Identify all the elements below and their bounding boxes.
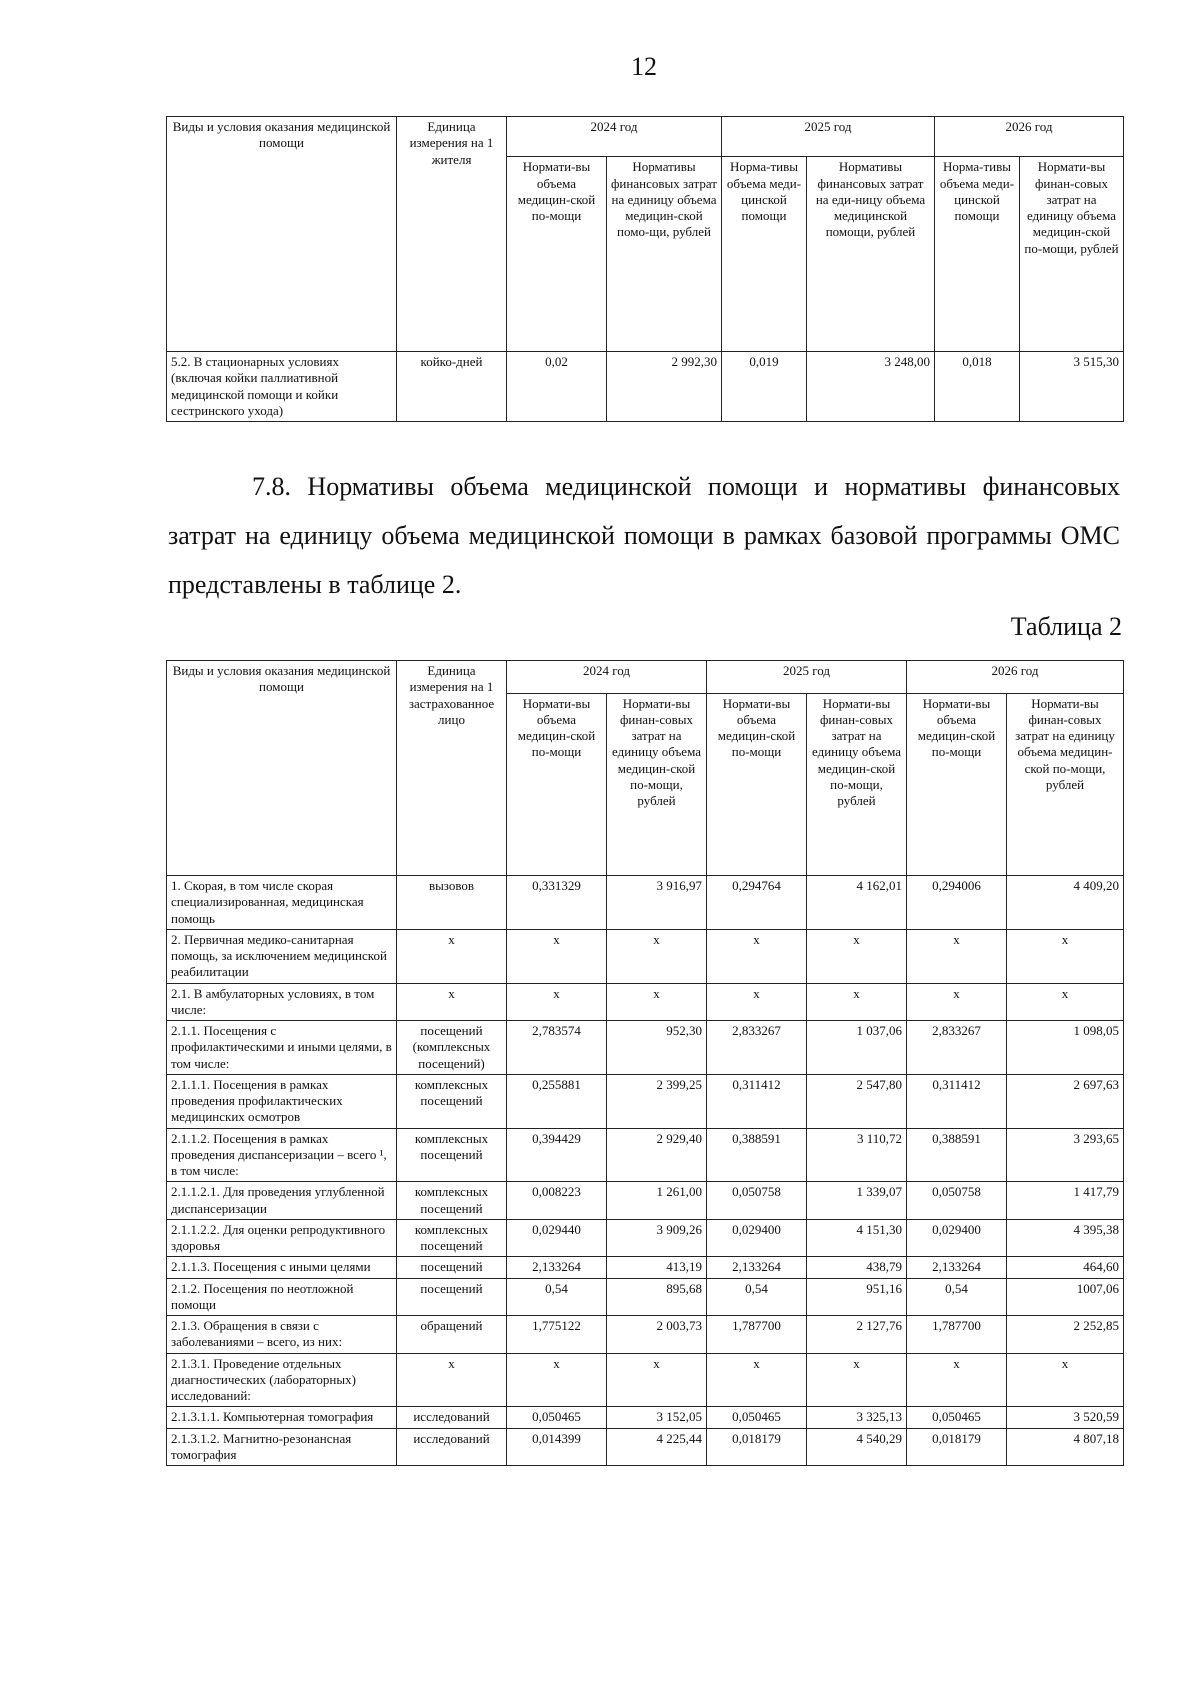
row-unit: койко-дней — [397, 352, 507, 422]
row-label: 5.2. В стационарных условиях (включая койки паллиативной медицинской помощи и койки сестринского ухода) — [167, 352, 397, 422]
row-label: 2.1.3.1. Проведение отдельных диагностических (лабораторных) исследований: — [167, 1353, 397, 1407]
row-value: x — [1007, 929, 1124, 983]
row-value: 0,029400 — [707, 1219, 807, 1257]
row-value: 4 409,20 — [1007, 876, 1124, 930]
row-label: 1. Скорая, в том числе скорая специализированная, медицинская помощь — [167, 876, 397, 930]
row-value: 1 417,79 — [1007, 1182, 1124, 1220]
row-value: 1 037,06 — [807, 1021, 907, 1075]
table-1-subheader: Нормати-вы финан-совых затрат на единицу объема медицин-ской по-мощи, рублей — [1020, 157, 1124, 352]
row-value: 895,68 — [607, 1278, 707, 1316]
row-unit: комплексных посещений — [397, 1182, 507, 1220]
row-value: 0,54 — [507, 1278, 607, 1316]
row-unit: комплексных посещений — [397, 1219, 507, 1257]
row-unit: обращений — [397, 1316, 507, 1354]
table-1-body — [167, 352, 1124, 422]
table-row — [167, 352, 1124, 422]
row-value: 3 325,13 — [807, 1407, 907, 1428]
row-value: 0,02 — [507, 352, 607, 422]
row-unit: посещений — [397, 1278, 507, 1316]
row-value: 2 399,25 — [607, 1074, 707, 1128]
row-value: x — [507, 1353, 607, 1407]
row-value: 4 225,44 — [607, 1428, 707, 1466]
table-row — [167, 1128, 1124, 1182]
row-value: 2,133264 — [707, 1257, 807, 1278]
row-value: x — [707, 929, 807, 983]
row-value: x — [807, 929, 907, 983]
row-value: 2 929,40 — [607, 1128, 707, 1182]
row-value: 0,050465 — [907, 1407, 1007, 1428]
row-value: 0,019 — [722, 352, 807, 422]
row-value: 0,311412 — [907, 1074, 1007, 1128]
row-label: 2.1.1.2.2. Для оценки репродуктивного здоровья — [167, 1219, 397, 1257]
table-2-subheader: Нормати-вы объема медицин-ской по-мощи — [507, 693, 607, 875]
table-row — [167, 1353, 1124, 1407]
section-paragraph — [168, 462, 1120, 609]
table-2-header-type: Виды и условия оказания медицинской помощи — [167, 661, 397, 876]
row-value: 2,133264 — [907, 1257, 1007, 1278]
row-value: 1,775122 — [507, 1316, 607, 1354]
row-value: 1 098,05 — [1007, 1021, 1124, 1075]
table-1-subheader: Нормати-вы объема медицин-ской по-мощи — [507, 157, 607, 352]
row-label: 2.1. В амбулаторных условиях, в том числе: — [167, 983, 397, 1021]
row-value: 0,050465 — [707, 1407, 807, 1428]
row-label: 2.1.1.1. Посещения в рамках проведения профилактических медицинских осмотров — [167, 1074, 397, 1128]
table-row — [167, 1428, 1124, 1466]
row-value: x — [607, 983, 707, 1021]
row-label: 2.1.3.1.2. Магнитно-резонансная томография — [167, 1428, 397, 1466]
table-2-subheader: Нормати-вы объема медицин-ской по-мощи — [707, 693, 807, 875]
row-unit: исследований — [397, 1428, 507, 1466]
table-2-body — [167, 876, 1124, 1466]
row-unit: комплексных посещений — [397, 1128, 507, 1182]
row-value: 1,787700 — [707, 1316, 807, 1354]
table-row — [167, 1407, 1124, 1428]
row-value: 4 807,18 — [1007, 1428, 1124, 1466]
table-2-subheader: Нормати-вы объема медицин-ской по-мощи — [907, 693, 1007, 875]
page-number: 12 — [631, 52, 657, 81]
table-2-header-year-2024: 2024 год — [507, 661, 707, 694]
table-2-subheader: Нормати-вы финан-совых затрат на единицу объема медицин-ской по-мощи, рублей — [1007, 693, 1124, 875]
table-row — [167, 1257, 1124, 1278]
row-label: 2.1.1. Посещения с профилактическими и иными целями, в том числе: — [167, 1021, 397, 1075]
row-label: 2.1.1.2.1. Для проведения углубленной диспансеризации — [167, 1182, 397, 1220]
row-value: 3 152,05 — [607, 1407, 707, 1428]
table-row — [167, 1074, 1124, 1128]
row-value: x — [607, 1353, 707, 1407]
row-unit: x — [397, 929, 507, 983]
row-label: 2. Первичная медико-санитарная помощь, за исключением медицинской реабилитации — [167, 929, 397, 983]
table-2-header-year-2025: 2025 год — [707, 661, 907, 694]
row-value: 0,029440 — [507, 1219, 607, 1257]
row-value: 0,050758 — [907, 1182, 1007, 1220]
table-2-label: Таблица 2 — [1010, 612, 1122, 641]
row-value: x — [807, 1353, 907, 1407]
row-value: 0,311412 — [707, 1074, 807, 1128]
row-value: 413,19 — [607, 1257, 707, 1278]
table-row — [167, 1316, 1124, 1354]
row-value: 951,16 — [807, 1278, 907, 1316]
row-value: 0,388591 — [707, 1128, 807, 1182]
row-value: 3 909,26 — [607, 1219, 707, 1257]
row-value: 4 540,29 — [807, 1428, 907, 1466]
row-value: 0,018179 — [907, 1428, 1007, 1466]
row-value: 2 127,76 — [807, 1316, 907, 1354]
row-value: 4 162,01 — [807, 876, 907, 930]
row-value: 1007,06 — [1007, 1278, 1124, 1316]
row-label: 2.1.2. Посещения по неотложной помощи — [167, 1278, 397, 1316]
row-value: 0,029400 — [907, 1219, 1007, 1257]
table-1-subheader: Норма-тивы объема меди-цинской помощи — [722, 157, 807, 352]
table-row — [167, 1278, 1124, 1316]
row-value: 952,30 — [607, 1021, 707, 1075]
table-1-subheader: Норма-тивы объема меди-цинской помощи — [935, 157, 1020, 352]
row-value: 4 395,38 — [1007, 1219, 1124, 1257]
table-2-header-unit: Единица измерения на 1 застрахованное лицо — [397, 661, 507, 876]
row-unit: x — [397, 1353, 507, 1407]
row-value: x — [907, 983, 1007, 1021]
row-value: x — [807, 983, 907, 1021]
row-value: 2,133264 — [507, 1257, 607, 1278]
row-value: 0,294006 — [907, 876, 1007, 930]
row-label: 2.1.3.1.1. Компьютерная томография — [167, 1407, 397, 1428]
table-2-header-row — [167, 661, 1124, 694]
row-value: 1 339,07 — [807, 1182, 907, 1220]
row-value: x — [907, 1353, 1007, 1407]
table-1-header-year-2025: 2025 год — [722, 117, 935, 157]
row-label: 2.1.1.2. Посещения в рамках проведения диспансеризации – всего ¹, в том числе: — [167, 1128, 397, 1182]
row-value: 1 261,00 — [607, 1182, 707, 1220]
row-value: 2 003,73 — [607, 1316, 707, 1354]
table-row — [167, 983, 1124, 1021]
table-1 — [166, 116, 1124, 422]
row-value: x — [507, 983, 607, 1021]
table-1-subheader: Нормативы финансовых затрат на единицу объема медицин-ской помо-щи, рублей — [607, 157, 722, 352]
row-value: 0,331329 — [507, 876, 607, 930]
table-row — [167, 1219, 1124, 1257]
row-label: 2.1.3. Обращения в связи с заболеваниями – всего, из них: — [167, 1316, 397, 1354]
row-value: 0,54 — [907, 1278, 1007, 1316]
row-value: 2,833267 — [707, 1021, 807, 1075]
row-value: x — [907, 929, 1007, 983]
table-2-subheader: Нормати-вы финан-совых затрат на единицу объема медицин-ской по-мощи, рублей — [807, 693, 907, 875]
row-value: 2 697,63 — [1007, 1074, 1124, 1128]
row-value: 4 151,30 — [807, 1219, 907, 1257]
row-value: 0,394429 — [507, 1128, 607, 1182]
table-row — [167, 876, 1124, 930]
table-2 — [166, 660, 1124, 1466]
table-1-header-row — [167, 117, 1124, 157]
row-value: 3 293,65 — [1007, 1128, 1124, 1182]
row-value: 0,014399 — [507, 1428, 607, 1466]
row-value: x — [1007, 983, 1124, 1021]
row-value: 0,018 — [935, 352, 1020, 422]
row-value: x — [507, 929, 607, 983]
row-value: 438,79 — [807, 1257, 907, 1278]
table-row — [167, 1021, 1124, 1075]
row-unit: посещений (комплексных посещений) — [397, 1021, 507, 1075]
row-value: 0,388591 — [907, 1128, 1007, 1182]
row-unit: комплексных посещений — [397, 1074, 507, 1128]
row-value: 0,050758 — [707, 1182, 807, 1220]
row-value: 3 515,30 — [1020, 352, 1124, 422]
row-value: 0,54 — [707, 1278, 807, 1316]
table-2-header-year-2026: 2026 год — [907, 661, 1124, 694]
row-value: 3 248,00 — [807, 352, 935, 422]
table-1-header-year-2026: 2026 год — [935, 117, 1124, 157]
table-row — [167, 929, 1124, 983]
row-value: x — [707, 983, 807, 1021]
row-value: 0,018179 — [707, 1428, 807, 1466]
row-value: 2 992,30 — [607, 352, 722, 422]
table-1-header-unit: Единица измерения на 1 жителя — [397, 117, 507, 352]
row-unit: исследований — [397, 1407, 507, 1428]
table-1-header-year-2024: 2024 год — [507, 117, 722, 157]
table-1-subheader: Нормативы финансовых затрат на еди-ницу объема медицинской помощи, рублей — [807, 157, 935, 352]
row-value: x — [1007, 1353, 1124, 1407]
row-unit: посещений — [397, 1257, 507, 1278]
row-value: 3 520,59 — [1007, 1407, 1124, 1428]
row-value: 3 110,72 — [807, 1128, 907, 1182]
table-2-subheader: Нормати-вы финан-совых затрат на единицу объема медицин-ской по-мощи, рублей — [607, 693, 707, 875]
section-paragraph-text: 7.8. Нормативы объема медицинской помощи и нормативы финансовых затрат на единицу объема медицинской помощи в рамках базовой программы ОМС представлены в таблице 2. — [168, 472, 1120, 599]
row-value: 0,294764 — [707, 876, 807, 930]
table-row — [167, 1182, 1124, 1220]
row-value: 2,833267 — [907, 1021, 1007, 1075]
row-value: x — [607, 929, 707, 983]
row-value: 0,050465 — [507, 1407, 607, 1428]
row-value: 1,787700 — [907, 1316, 1007, 1354]
row-value: 464,60 — [1007, 1257, 1124, 1278]
row-unit: x — [397, 983, 507, 1021]
table-1-header-type: Виды и условия оказания медицинской помощи — [167, 117, 397, 352]
row-value: x — [707, 1353, 807, 1407]
row-unit: вызовов — [397, 876, 507, 930]
row-value: 0,008223 — [507, 1182, 607, 1220]
row-value: 3 916,97 — [607, 876, 707, 930]
row-value: 2 252,85 — [1007, 1316, 1124, 1354]
row-value: 2 547,80 — [807, 1074, 907, 1128]
row-label: 2.1.1.3. Посещения с иными целями — [167, 1257, 397, 1278]
row-value: 2,783574 — [507, 1021, 607, 1075]
row-value: 0,255881 — [507, 1074, 607, 1128]
